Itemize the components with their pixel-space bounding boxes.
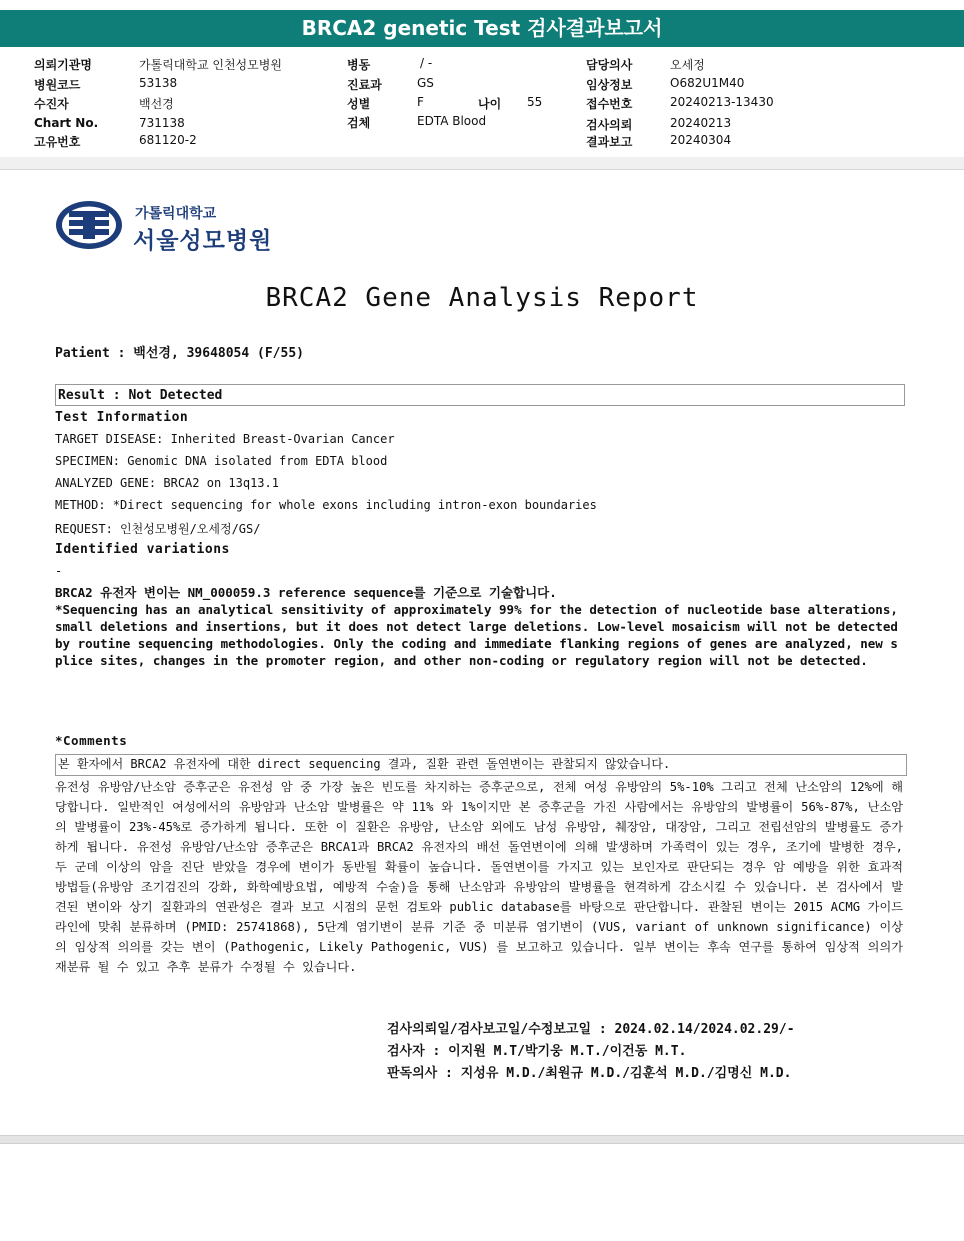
value-doctor: 오세정 bbox=[670, 58, 705, 72]
report-title-bar: BRCA2 genetic Test 검사결과보고서 bbox=[0, 10, 964, 47]
comment-body: 유전성 유방암/난소암 증후군은 유전성 암 중 가장 높은 빈도를 차지하는 증후군으로, 전체 여성 유방암의 5%-10% 그리고 전체 난소암의 12%에 해당합니다. 일반적인 여성에서의 유방암과 난소암 발병률은 약 11% 와 1%이지만 본 증후군을 가진 사람에서는 유방암의 발병률이 56%-87%, 난소암의 발병률이 23%-45%로 증가하게 됩니다. 또한 이 질환은 유방암, 난소암 외에도 남성 유방암, 췌장암, 대장암, 그리고 전립선암의 발병률도 증가하게 됩니다. 유전성 유방암/난소암 증후군은 BRCA1과 BRCA2 유전자의 배선 돌연변이에 의해 발생하며 가족력이 있는 경우, 조기에 발병한 경우, 두 군데 이상의 암을 진단 받았을 경우에 변이가 동반될 확률이 높습니다. 돌연변이를 가지고 있는 보인자로 판단되는 경우 암 예방을 위한 효과적 방법들(유방암 조기검진의 강화, 화학예방요법, 예방적 수술)을 통해 난소암과 유방암의 발병률을 현격하게 감소시킬 수 있습니다. 본 검사에서 발견된 변이와 상기 질환과의 연관성은 결과 보고 시점의 문헌 검토와 public database를 바탕으로 판단합니다. 관찰된 변이는 2015 ACMG 가이드라인에 맞춰 분류하며 (PMID: 25741868), 5단계 염기변이 분류 기준 중 미분류 염기변이 (VUS, variant of unknown significance) 이상의 임상적 의의를 갖는 변이 (Pathogenic, Likely Pathogenic, VUS) 를 보고하고 있습니다. 일부 변이는 후속 연구를 통하여 임상적 의의가 재분류 될 수 있고 추후 분류가 수정될 수 있습니다. bbox=[55, 780, 903, 974]
value-patient: 백선경 bbox=[139, 97, 174, 111]
header-divider bbox=[0, 157, 964, 170]
label-sex: 성별 bbox=[347, 97, 371, 111]
value-unique-no: 681120-2 bbox=[139, 133, 197, 147]
comments-heading: *Comments bbox=[55, 733, 128, 748]
specimen-line: SPECIMEN: Genomic DNA isolated from EDTA blood bbox=[55, 454, 388, 468]
value-chart-no: 731138 bbox=[139, 116, 185, 130]
report-title: BRCA2 Gene Analysis Report bbox=[265, 283, 699, 313]
value-request-date: 20240213 bbox=[670, 116, 732, 130]
sensitivity-note: *Sequencing has an analytical sensitivity of approximately 99% for the detection of nucleotide base alterations, small deletions and insertions, but it does not detect large deletions. Low-level mosaicism will not be detected by routine sequencing methodologies. Only the coding and immediate flanking regions of genes are analyzed, new splice sites, changes in the promoter region, and other non-coding or regulatory region will not be detected. bbox=[55, 602, 898, 668]
value-specimen: EDTA Blood bbox=[417, 114, 487, 128]
value-sex: F bbox=[417, 95, 424, 109]
reference-sequence-note: BRCA2 유전자 변이는 NM_000059.3 reference sequence를 기준으로 기술합니다. bbox=[55, 585, 557, 600]
reading-physicians: 판독의사 : 지성유 M.D./최원규 M.D./김훈석 M.D./김명신 M.D. bbox=[387, 1066, 792, 1081]
test-info-heading: Test Information bbox=[55, 410, 189, 425]
value-report-date: 20240304 bbox=[670, 133, 732, 147]
label-receipt-no: 접수번호 bbox=[586, 97, 633, 111]
label-report-date: 결과보고 bbox=[586, 135, 633, 149]
label-doctor: 담당의사 bbox=[586, 58, 633, 72]
label-patient: 수진자 bbox=[34, 97, 69, 111]
logo-text-university: 가톨릭대학교 bbox=[135, 206, 217, 222]
label-institution: 의뢰기관명 bbox=[34, 58, 92, 72]
label-clinical-info: 임상정보 bbox=[586, 78, 633, 92]
value-clinical-info: O682U1M40 bbox=[670, 76, 745, 90]
request-line: REQUEST: 인천성모병원/오세정/GS/ bbox=[55, 522, 261, 536]
identified-variations-value: - bbox=[55, 564, 63, 578]
label-unique-no: 고유번호 bbox=[34, 135, 81, 149]
report-dates: 검사의뢰일/검사보고일/수정보고일 : 2024.02.14/2024.02.29/- bbox=[387, 1022, 795, 1037]
value-receipt-no: 20240213-13430 bbox=[670, 95, 774, 109]
label-age: 나이 bbox=[478, 97, 502, 111]
value-age: 55 bbox=[527, 95, 543, 109]
analyzed-gene: ANALYZED GENE: BRCA2 on 13q13.1 bbox=[55, 476, 279, 490]
patient-header bbox=[0, 47, 964, 157]
value-hospital-code: 53138 bbox=[139, 76, 178, 90]
label-request-date: 검사의뢰 bbox=[586, 118, 633, 132]
value-ward: / - bbox=[420, 56, 433, 70]
label-department: 진료과 bbox=[347, 78, 382, 92]
comment-summary: 본 환자에서 BRCA2 유전자에 대한 direct sequencing 결과, 질환 관련 돌연변이는 관찰되지 않았습니다. bbox=[55, 754, 907, 776]
target-disease: TARGET DISEASE: Inherited Breast-Ovarian Cancer bbox=[55, 432, 395, 446]
report-document bbox=[0, 170, 964, 1135]
result-box: Result : Not Detected bbox=[55, 384, 905, 406]
label-ward: 병동 bbox=[347, 58, 371, 72]
examiners: 검사자 : 이지원 M.T/박기웅 M.T./이건동 M.T. bbox=[387, 1044, 687, 1059]
footer-divider bbox=[0, 1135, 964, 1144]
label-chart-no: Chart No. bbox=[34, 116, 99, 130]
method-line: METHOD: *Direct sequencing for whole exons including intron-exon boundaries bbox=[55, 498, 597, 512]
patient-line: Patient : 백선경, 39648054 (F/55) bbox=[55, 346, 304, 361]
value-department: GS bbox=[417, 76, 434, 90]
hospital-logo-icon bbox=[55, 200, 123, 250]
value-institution: 가톨릭대학교 인천성모병원 bbox=[139, 58, 282, 72]
label-hospital-code: 병원코드 bbox=[34, 78, 81, 92]
identified-variations-heading: Identified variations bbox=[55, 542, 230, 557]
logo-text-hospital: 서울성모병원 bbox=[133, 228, 273, 254]
label-specimen: 검체 bbox=[347, 116, 371, 130]
